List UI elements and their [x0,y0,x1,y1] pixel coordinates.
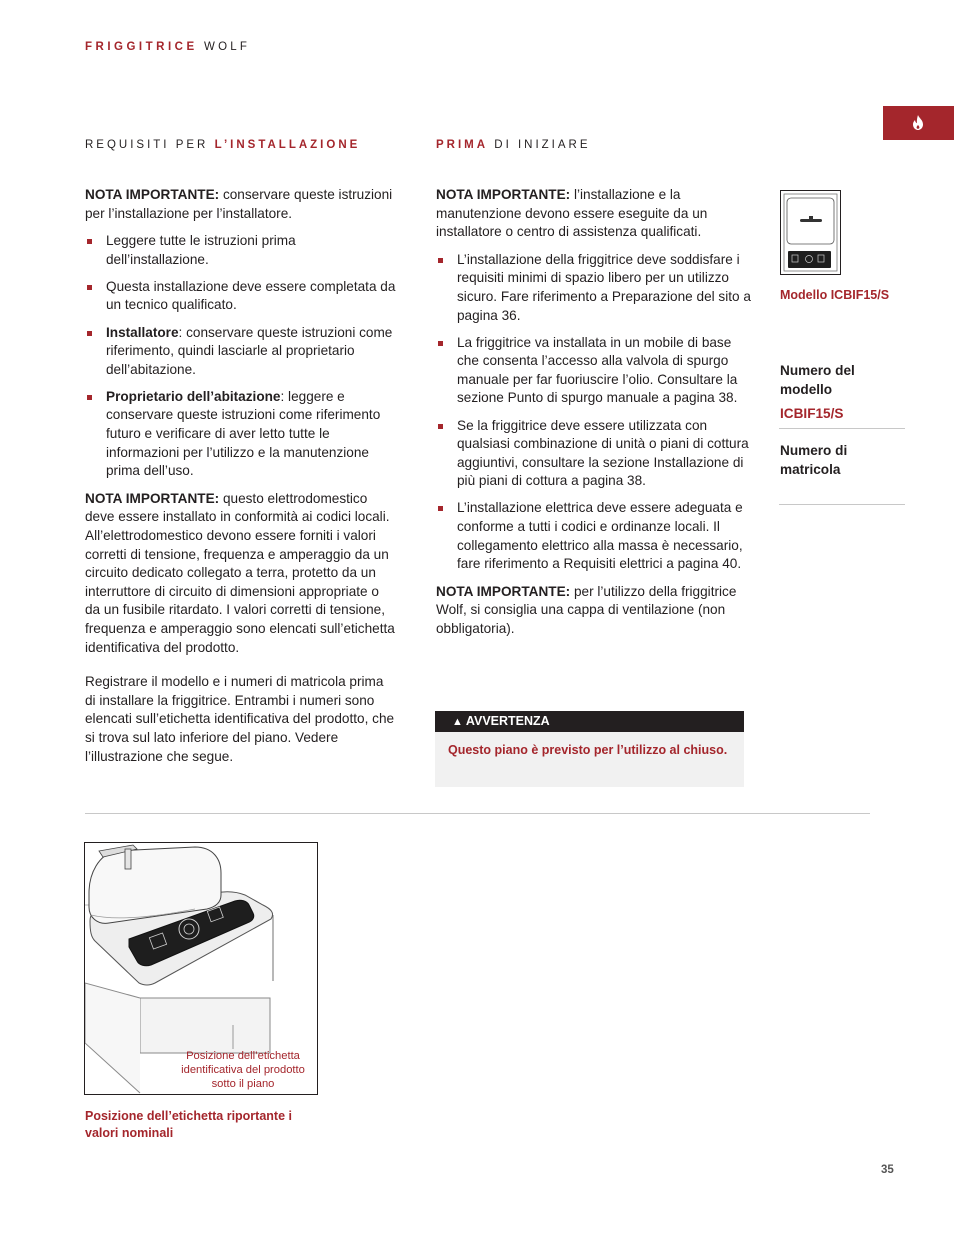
note-paragraph: NOTA IMPORTANTE: questo elettrodomestico deve essere installato in conformità ai codici locali. All’elettrodomestico devono essere forniti i valori corretti di tensione, frequenza e amperaggio da un circuito dedicato collegato a terra, protetto da un interruttore di circuito di dimensioni appropriate o da un fusibile ritardato. I valori corretti di tensione, frequenza e amperaggio sono elencati sull’etichetta identificativa del prodotto. [85,490,395,655]
note-paragraph: NOTA IMPORTANTE: per l’utilizzo della friggitrice Wolf, si consiglia una cappa di ventilazione (non obbligatoria). [436,583,737,636]
model-number-value: ICBIF15/S [780,406,844,421]
header-brand: WOLF [204,41,251,53]
list-item: L’installazione elettrica deve essere adeguata e conforme a tutti i codici e ordinanze locali. Il collegamento elettrico alla massa è necessario, fare riferimento a Requisiti elettrici a pagina 40. [436,499,756,573]
bullet-list [436,251,756,574]
list-item: Questa installazione deve essere completata da un tecnico qualificato. [85,278,397,315]
serial-number-label: Numero di matricola [780,443,848,477]
illustration-caption: Posizione dell’etichetta riportante i valori nominali [85,1109,292,1140]
register-paragraph: Registrare il modello e i numeri di matricola prima di installare la friggitrice. Entrambi i numeri sono elencati sull’etichetta identificativa del prodotto, che si trova sul lato inferiore del piano. Vedere l’illustrazione che segue. [85,674,395,764]
model-thumbnail [780,190,841,275]
list-item: L’installazione della friggitrice deve soddisfare i requisiti minimi di spazio libero per un utilizzo sicuro. Fare riferimento a Preparazione del sito a pagina 36. [436,251,756,325]
warning-box [435,711,744,787]
note-paragraph: NOTA IMPORTANTE: conservare queste istruzioni per l’installazione per l’installatore. [85,187,393,221]
list-item: La friggitrice va installata in un mobile di base che consenta l’accesso alla valvola di spurgo manuale per far fuoriuscire l’olio. Consultare la sezione Punto di spurgo manuale a pagina 38. [436,334,756,408]
divider [779,504,905,505]
illustration-frame [84,842,318,1095]
warning-header: ▲ AVVERTENZA [435,711,744,732]
divider [779,428,905,429]
model-number-label: Numero del modello [780,363,855,397]
list-item: Installatore: conservare queste istruzioni come riferimento, quindi lasciarle al proprietario dell’abitazione. [85,324,397,380]
page-header [85,41,250,53]
page-number: 35 [881,1164,894,1176]
label-callout: Posizione dell’etichetta identificativa del prodotto sotto il piano [181,1050,305,1090]
section-title-prima: PRIMA DI INIZIARE [436,139,591,151]
model-caption: Modello ICBIF15/S [780,288,890,302]
header-product: FRIGGITRICE [85,41,198,53]
section-divider [85,813,870,814]
list-item: Se la friggitrice deve essere utilizzata con qualsiasi combinazione di unità o piani di cottura aggiuntivi, consultare la sezione Installazione di più piani di cottura a pagina 38. [436,417,756,491]
middle-column [436,186,756,648]
warning-text: Questo piano è previsto per l’utilizzo al chiuso. [448,743,728,757]
bullet-list [85,232,397,481]
note-paragraph: NOTA IMPORTANTE: l’installazione e la manutenzione devono essere eseguite da un installatore o centro di assistenza qualificati. [436,187,708,240]
list-item: Leggere tutte le istruzioni prima dell’installazione. [85,232,397,269]
left-column [85,186,397,775]
section-title-requisiti: REQUISITI PER L’INSTALLAZIONE [85,139,361,151]
flame-icon [912,115,924,130]
section-tab [883,106,954,140]
list-item: Proprietario dell’abitazione: leggere e conservare queste istruzioni come riferimento futuro e verificare di aver letto tutte le informazioni per l’utilizzo e la manutenzione prima dell’uso. [85,388,397,481]
warning-icon: ▲ [452,716,463,728]
